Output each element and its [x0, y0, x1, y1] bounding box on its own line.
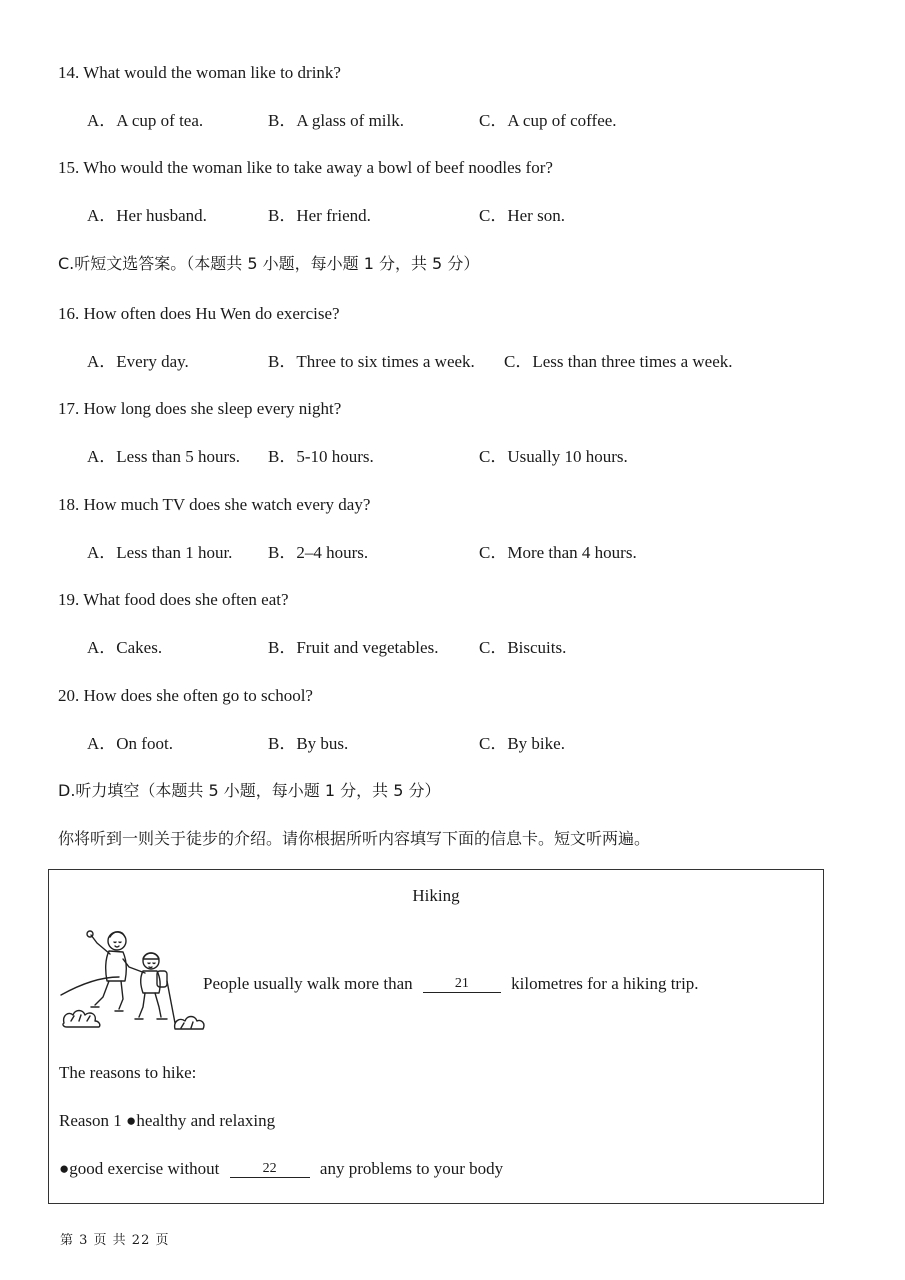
option-b: B．2–4 hours. — [268, 543, 369, 562]
section-c-heading: C.听短文选答案。（本题共 5 小题，每小题 1 分，共 5 分） — [58, 254, 480, 273]
question-text: What would the woman like to drink? — [83, 63, 341, 82]
line1-after: kilometres for a hiking trip. — [511, 974, 699, 993]
option-a: A．Her husband. — [87, 206, 207, 225]
hiking-info-card — [48, 869, 824, 1204]
question-number: 18. — [58, 495, 80, 514]
card-reason-1: Reason 1 ●healthy and relaxing — [59, 1111, 276, 1130]
option-b: B．A glass of milk. — [268, 111, 405, 130]
option-b: B．Her friend. — [268, 206, 371, 225]
question-text: What food does she often eat? — [83, 590, 289, 609]
option-b: B．Fruit and vegetables. — [268, 638, 439, 657]
line1-before: People usually walk more than — [203, 974, 413, 993]
option-a: A．A cup of tea. — [87, 111, 204, 130]
question-text: How long does she sleep every night? — [83, 399, 342, 418]
card-line-distance — [203, 973, 699, 995]
option-c: C．A cup of coffee. — [479, 111, 617, 130]
question-number: 15. — [58, 158, 80, 177]
question-number: 19. — [58, 590, 80, 609]
card-line-exercise — [59, 1158, 503, 1180]
question-text: Who would the woman like to take away a bowl of beef noodles for? — [83, 158, 553, 177]
option-c: C．Her son. — [479, 206, 565, 225]
blank-22[interactable]: 22 — [230, 1161, 310, 1178]
blank-21[interactable]: 21 — [423, 976, 501, 993]
question-15 — [58, 157, 553, 179]
option-b: B．Three to six times a week. — [268, 352, 475, 371]
bullet-after: any problems to your body — [319, 1159, 504, 1178]
question-17 — [58, 398, 341, 420]
option-b: B．By bus. — [268, 734, 349, 753]
section-d-heading: D.听力填空（本题共 5 小题，每小题 1 分，共 5 分） — [58, 781, 441, 800]
card-reasons-label: The reasons to hike: — [59, 1063, 197, 1082]
question-number: 20. — [58, 686, 80, 705]
option-c: C．Biscuits. — [479, 638, 567, 657]
option-b: B．5-10 hours. — [268, 447, 374, 466]
hikers-illustration — [59, 925, 207, 1037]
question-text: How does she often go to school? — [83, 686, 313, 705]
question-text: How often does Hu Wen do exercise? — [83, 304, 340, 323]
option-c: C．Usually 10 hours. — [479, 447, 628, 466]
question-text: How much TV does she watch every day? — [83, 495, 371, 514]
question-number: 14. — [58, 63, 80, 82]
question-19 — [58, 589, 289, 611]
question-14 — [58, 62, 341, 84]
option-a: A．Less than 1 hour. — [87, 543, 233, 562]
option-a: A．On foot. — [87, 734, 173, 753]
question-20 — [58, 685, 313, 707]
option-a: A．Every day. — [87, 352, 189, 371]
option-a: A．Less than 5 hours. — [87, 447, 240, 466]
option-c: C．More than 4 hours. — [479, 543, 637, 562]
bullet-before: ●good exercise without — [59, 1159, 220, 1178]
page-footer: 第 3 页 共 22 页 — [60, 1233, 170, 1248]
section-d-instruction: 你将听到一则关于徒步的介绍。请你根据所听内容填写下面的信息卡。短文听两遍。 — [58, 829, 651, 848]
question-18 — [58, 494, 370, 516]
question-number: 17. — [58, 399, 80, 418]
option-c: C．Less than three times a week. — [504, 352, 733, 371]
question-number: 16. — [58, 304, 80, 323]
question-16 — [58, 303, 340, 325]
option-a: A．Cakes. — [87, 638, 163, 657]
option-c: C．By bike. — [479, 734, 565, 753]
card-title: Hiking — [412, 886, 460, 905]
